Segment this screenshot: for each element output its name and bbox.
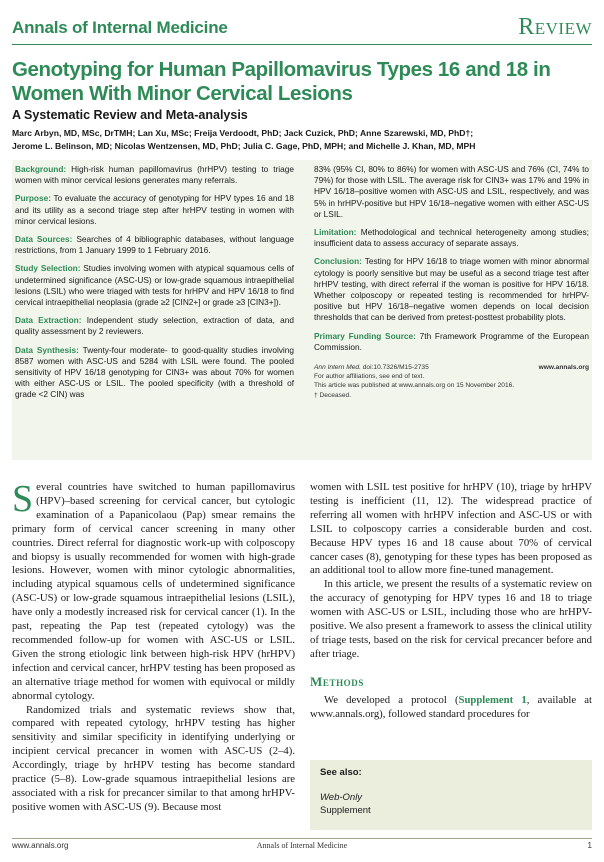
body-paragraph-3: women with LSIL test positive for hrHPV (10), triage by hrHPV testing is inefficient (11, 12). The widespread practice of referring all women with hrHPV infection and ASC-US or with LSIL to colposcopy carries a considerable burden and cost. Because HPV types 16 and 18 cause about 70% of cervical cancer cases (8), genotyping for these types has been proposed as an additional tool to allow more fine-tuned management. [310,481,592,577]
study-selection-text: Studies involving women with atypical squamous cells of undetermined significance (ASC-US) or low-grade squamous intraepithelial lesions (LSIL) who were triaged with tests for hrHPV and HPV 16/18 to find cervical intraepithelial neoplasia (grade ≥2 [CIN2+] or grade ≥3 [CIN3+]). [15,263,294,308]
abstract-box [12,160,592,460]
funding-text: 7th Framework Programme of the European Commission. [314,330,590,352]
abstract-data-extraction [15,315,294,337]
authors-line-1: Marc Arbyn, MD, MSc, DrTMH; Lan Xu, MSc; Freija Verdoodt, PhD; Jack Cuzick, PhD; Anne Szarewski, MD, PhD†; [12,128,474,138]
article-subtitle: A Systematic Review and Meta-analysis [12,108,248,122]
section-label: Review [518,14,592,40]
funding-heading: Primary Funding Source: [314,330,416,341]
citation-affiliations: For author affiliations, see end of text. [314,373,425,381]
purpose-heading: Purpose: [15,193,51,204]
web-only-label: Web-Only [320,792,363,803]
abstract-data-synthesis [15,345,294,401]
background-text: High-risk human papillomavirus (hrHPV) testing to triage women with minor cervical lesions generates many referrals. [15,164,294,186]
citation-block [314,363,589,400]
abstract-purpose [15,193,294,227]
methods-text-start: We developed a protocol ( [324,693,459,706]
body-paragraph-1 [12,478,295,704]
citation-row [314,363,589,372]
background-heading: Background: [15,164,67,174]
data-synthesis-heading: Data Synthesis: [15,344,79,355]
data-sources-text: Searches of 4 bibliographic databases, without language restrictions, from 1 January 1999 to 1 February 2016. [15,234,294,256]
supplement-link[interactable]: Supplement 1 [458,693,527,706]
study-selection-heading: Study Selection: [15,263,81,274]
abstract-conclusion [314,256,589,323]
author-list [12,127,592,152]
footer-rule [12,838,592,839]
abstract-background [15,164,294,186]
citation-doi: doi:10.7326/M15-2735 [362,364,429,372]
citation-deceased: † Deceased. [314,391,352,399]
abstract-limitation [314,227,589,249]
drop-cap: S [12,478,34,520]
data-extraction-heading: Data Extraction: [15,315,82,326]
abstract-study-selection [15,263,294,308]
methods-heading: Methods [310,673,364,689]
body-paragraph-1-text: everal countries have switched to human papillomavirus (HPV)–based screening for cervical cancer, but cytologic examination of a Papanicolaou (Pap) smear remains the primary form of cervical cancer screening in many other countries. Direct referral for diagnostic work-up with colposcopy and biopsy is usually recommended for women with high-grade lesions. However, women with minor cytologic abnormalities, including atypical squamous cells of undetermined significance (ASC-US) or low-grade squamous intraepithelial lesions (LSIL), have only a modestly increased risk for cervical cancer (1). In the past, repeating the Pap test (repeated cytology) was the recommended follow-up for women with ASC-US or LSIL. Given the strong etiologic link between high-risk HPV (hrHPV) infection and cervical cancer, hrHPV testing has been proposed as an alternative triage method for women with equivocal or mildly abnormal cytology. [12,481,295,702]
see-also-heading: See also: [320,767,362,778]
data-synthesis-text: Twenty-four moderate- to good-quality studies involving 8587 women with ASC-US and 5284 with LSIL were found. The pooled sensitivity of HPV 16/18 genotyping for CIN3+ was about 70% for women with either ASC-US or LSIL. The pooled specificity (with a threshold of grade <2 CIN) was [15,344,295,400]
data-sources-heading: Data Sources: [15,234,73,245]
header-rule [12,44,592,45]
see-also-box [310,760,592,830]
conclusion-heading: Conclusion: [314,256,362,267]
body-paragraph-4: In this article, we present the results of a systematic review on the accuracy of genotyping for HPV types 16 and 18 to triage women with ASC-US or LSIL, including those who are hrHPV-positive. We also present a framework to assess the clinical utility of triage tests, based on the risk for cervical precancer before and after triage. [310,578,592,660]
abstract-column-right [314,164,589,400]
limitation-heading: Limitation: [314,227,357,238]
abstract-synthesis-continued: 83% (95% CI, 80% to 86%) for women with ASC-US and 76% (CI, 74% to 79%) for those with LSIL. The average risk for CIN3+ was 17% and 19% in HPV 16/18–positive women with ASC-US and LSIL, respectively, and was 5% in hrHPV-positive but HPV 16/18–negative women with either ASC-US or LSIL. [314,164,589,219]
article-title: Genotyping for Human Papillomavirus Types 16 and 18 in Women With Minor Cervical Lesions [12,58,551,105]
body-paragraph-2: Randomized trials and systematic reviews show that, compared with repeated cytology, hrHPV testing has higher sensitivity and similar specificity in identifying underlying or incipient cervical precancer in women with ASC-US (2–4). Accordingly, triage by hrHPV testing has become standard practice (5–8). Low-grade squamous intraepithelial lesions are associated with a risk for precancer similar to that among hrHPV-positive women with ASC-US (9). Because most [12,703,295,813]
abstract-funding [314,331,589,353]
authors-line-2: Jerome L. Belinson, MD; Nicolas Wentzensen, MD, PhD; Julia C. Gage, PhD, MPH; and Michelle J. Khan, MD, MPH [12,140,476,151]
journal-name: Annals of Internal Medicine [12,18,228,37]
purpose-text: To evaluate the accuracy of genotyping for HPV types 16 and 18 and its utility as a second triage step after hrHPV testing in women with minor cervical lesions. [15,193,294,226]
data-extraction-text: Independent study selection, extraction of data, and quality assessment by 2 reviewers. [15,315,295,337]
page-number: 1 [587,841,592,850]
body-column-left [12,478,295,815]
citation-reference [314,363,429,372]
conclusion-text: Testing for HPV 16/18 to triage women with minor abnormal cytology is poorly sensitive but may be useful as a second triage test after hrHPV testing, with direct referral if the woman is positive for HPV 16/18. Whether colposcopy or repeated testing is recommended for hrHPV-positive but HPV 16/18–negative women depends on local decision thresholds that can be derived from pretest-posttest probability plots. [314,256,589,323]
abstract-column-left [15,164,294,408]
citation-published: This article was published at www.annals.org on 15 November 2016. [314,382,515,390]
limitation-text: Methodological and technical heterogeneity among studies; insufficient data to assess accuracy of separate assays. [314,227,589,249]
citation-journal: Ann Intern Med. [314,364,361,372]
footer-website[interactable]: www.annals.org [12,841,69,850]
body-column-right [310,481,592,722]
supplement-item[interactable]: Supplement [320,805,371,816]
citation-website[interactable]: www.annals.org [538,364,589,372]
abstract-data-sources [15,234,294,256]
methods-text-end: , available at www.annals.org), followed standard procedures for [310,693,593,720]
footer-journal: Annals of Internal Medicine [256,841,348,850]
body-paragraph-5 [310,694,592,722]
